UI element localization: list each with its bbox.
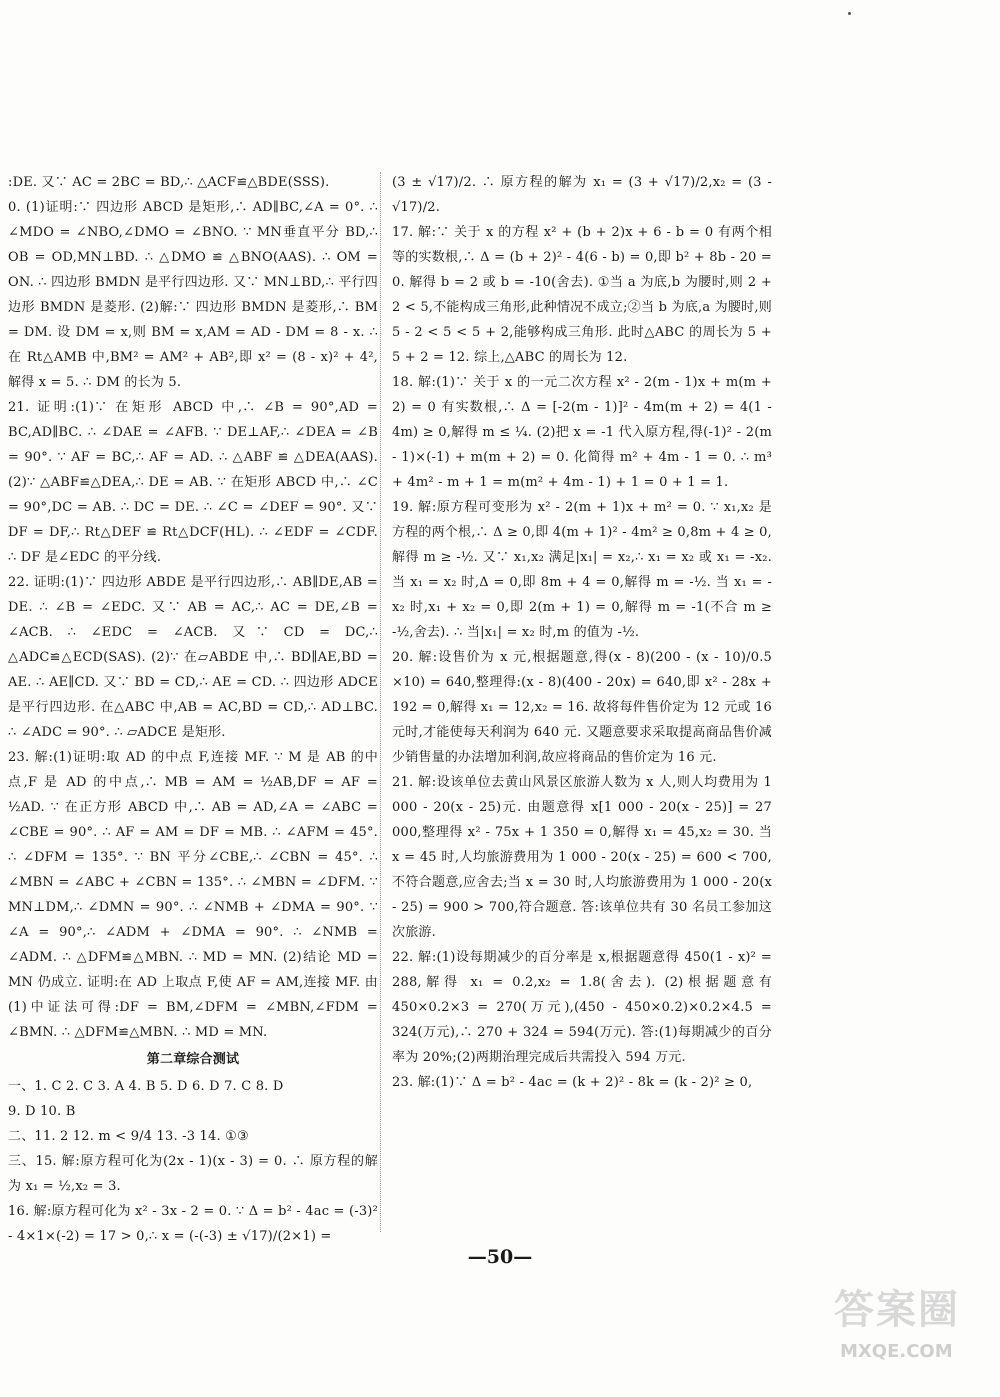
column-divider [380, 172, 381, 1232]
left-paragraph: :DE. 又∵ AC = 2BC = BD,∴ △ACF≌△BDE(SSS). [8, 175, 330, 190]
page-number: —50— [467, 1246, 533, 1268]
right-paragraph: 20. 解:设售价为 x 元,根据题意,得(x - 8)(200 - (x - 10)/0.5 ×10) = 640,整理得:(x - 8)(400 - 20x) = 640,即 x² - 28x + 192 = 0,解得 x₁ = 12,x₂ = 16. 故将每件售价定为 12 元或 16 元时,才能使每天利润为 640 元. 又题意要求采取提高商品售价减少销售量的办法增加利润,故应将商品的售价定为 16 元. [392, 650, 772, 765]
answer-line: 二、11. 2 12. m < 9/4 13. -3 14. ①③ [8, 1129, 249, 1144]
left-paragraph: 21. 证明:(1)∵ 在矩形 ABCD 中,∴ ∠B = 90°,AD = BC,AD∥BC. ∴ ∠DAE = ∠AFB. ∵ DE⊥AF,∴ ∠DEA = ∠B = 90°. ∵ AF = BC,∴ AF = AD. ∴ △ABF ≌ △DEA(AAS). (2)∵ △ABF≌△DEA,∴ DE = AB. ∵ 在矩形 ABCD 中,∴ ∠C = 90°,DC = AB. ∴ DC = DE. ∴ ∠C = ∠DEF = 90°. 又∵ DF = DF,∴ Rt△DEF ≌ Rt△DCF(HL). ∴ ∠EDF = ∠CDF. ∴ DF 是∠EDC 的平分线. [8, 400, 378, 565]
right-paragraph: 22. 解:(1)设每期减少的百分率是 x,根据题意得 450(1 - x)² = 288,解得 x₁ = 0.2,x₂ = 1.8(舍去). (2)根据题意有 450×0.2×3 = 270(万元),(450 - 450×0.2)×0.2×4.5 = 324(万元),∴ 270 + 324 = 594(万元). 答:(1)每期减少的百分率为 20%;(2)两期治理完成后共需投入 594 万元. [392, 950, 772, 1065]
right-paragraph: 19. 解:原方程可变形为 x² - 2(m + 1)x + m² = 0. ∵ x₁,x₂ 是方程的两个根,∴ Δ ≥ 0,即 4(m + 1)² - 4m² ≥ 0,8m + 4 ≥ 0,解得 m ≥ -½. 又∵ x₁,x₂ 满足|x₁| = x₂,∴ x₁ = x₂ 或 x₁ = -x₂. 当 x₁ = x₂ 时,Δ = 0,即 8m + 4 = 0,解得 m = -½. 当 x₁ = -x₂ 时,x₁ + x₂ = 0,即 2(m + 1) = 0,解得 m = -1(不合 m ≥ -½,舍去). ∴ 当|x₁| = x₂ 时,m 的值为 -½. [392, 500, 772, 640]
answer-line: 9. D 10. B [8, 1104, 76, 1119]
right-paragraph: 18. 解:(1)∵ 关于 x 的一元二次方程 x² - 2(m - 1)x + m(m + 2) = 0 有实数根,∴ Δ = [-2(m - 1)]² - 4m(m + 2) = 4(1 - 4m) ≥ 0,解得 m ≤ ¼. (2)把 x = -1 代入原方程,得(-1)² - 2(m - 1)×(-1) + m(m + 2) = 0. 化简得 m² + 4m - 1 = 0. ∴ m³ + 4m² - m + 1 = m(m² + 4m - 1) + 1 = 0 + 1 = 1. [392, 375, 772, 490]
chapter-test-title: 第二章综合测试 [146, 1052, 240, 1067]
left-paragraph: 23. 解:(1)证明:取 AD 的中点 F,连接 MF. ∵ M 是 AB 的中点,F 是 AD 的中点,∴ MB = AM = ½AB,DF = AF = ½AD. ∵ 在正方形 ABCD 中,∴ AB = AD,∠A = ∠ABC = ∠CBE = 90°. ∴ AF = AM = DF = MB. ∴ ∠AFM = 45°. ∴ ∠DFM = 135°. ∵ BN 平分∠CBE,∴ ∠CBN = 45°. ∴ ∠MBN = ∠ABC + ∠CBN = 135°. ∴ ∠MBN = ∠DFM. ∵ MN⊥DM,∴ ∠DMN = 90°. ∴ ∠NMB + ∠DMA = 90°. ∵ ∠A = 90°,∴ ∠ADM + ∠DMA = 90°. ∴ ∠NMB = ∠ADM. ∴ △DFM≌△MBN. ∴ MD = MN. (2)结论 MD = MN 仍成立. 证明:在 AD 上取点 F,使 AF = AM,连接 MF. 由(1)中证法可得:DF = BM,∠DFM = ∠MBN,∠FDM = ∠BMN. ∴ △DFM≌△MBN. ∴ MD = MN. [8, 750, 378, 1040]
watermark-logo-text: 答案圈 [834, 1287, 960, 1333]
right-paragraph: 17. 解:∵ 关于 x 的方程 x² + (b + 2)x + 6 - b = 0 有两个相等的实数根,∴ Δ = (b + 2)² - 4(6 - b) = 0,即 b² + 8b - 20 = 0. 解得 b = 2 或 b = -10(舍去). ①当 a 为底,b 为腰时,则 2 + 2 < 5,不能构成三角形,此种情况不成立;②当 b 为底,a 为腰时,则 5 - 2 < 5 < 5 + 2,能够构成三角形. 此时△ABC 的周长为 5 + 5 + 2 = 12. 综上,△ABC 的周长为 12. [392, 225, 772, 365]
answer-line: 一、1. C 2. C 3. A 4. B 5. D 6. D 7. C 8. D [8, 1079, 284, 1094]
answer-line: 三、15. 解:原方程可化为(2x - 1)(x - 3) = 0. ∴ 原方程的解为 x₁ = ½,x₂ = 3. [8, 1154, 378, 1194]
left-column [8, 170, 378, 1249]
right-paragraph: 21. 解:设该单位去黄山风景区旅游人数为 x 人,则人均费用为 1 000 - 20(x - 25)元. 由题意得 x[1 000 - 20(x - 25)] = 27 000,整理得 x² - 75x + 1 350 = 0,解得 x₁ = 45,x₂ = 30. 当 x = 45 时,人均旅游费用为 1 000 - 20(x - 25) = 600 < 700,不符合题意,应舍去;当 x = 30 时,人均旅游费用为 1 000 - 20(x - 25) = 900 > 700,符合题意. 答:该单位共有 30 名员工参加这次旅游. [392, 775, 772, 940]
left-paragraph: 22. 证明:(1)∵ 四边形 ABDE 是平行四边形,∴ AB∥DE,AB = DE. ∴ ∠B = ∠EDC. 又∵ AB = AC,∴ AC = DE,∠B = ∠ACB. ∴ ∠EDC = ∠ACB. 又∵ CD = DC,∴ △ADC≌△ECD(SAS). (2)∵ 在▱ABDE 中,∴ BD∥AE,BD = AE. ∴ AE∥CD. 又∵ BD = CD,∴ AE = CD. ∴ 四边形 ADCE 是平行四边形. 在△ABC 中,AB = AC,BD = CD,∴ AD⊥BC. ∴ ∠ADC = 90°. ∴ ▱ADCE 是矩形. [8, 575, 378, 740]
right-paragraph: (3 ± √17)/2. ∴ 原方程的解为 x₁ = (3 + √17)/2,x₂ = (3 - √17)/2. [392, 175, 772, 215]
watermark-logo [832, 1278, 990, 1386]
watermark-url: MXQE.COM [840, 1341, 953, 1362]
right-column [392, 170, 772, 1095]
left-paragraph: 0. (1)证明:∵ 四边形 ABCD 是矩形,∴ AD∥BC,∠A = 0°. ∴ ∠MDO = ∠NBO,∠DMO = ∠BNO. ∵ MN垂直平分 BD,∴ OB = OD,MN⊥BD. ∴ △DMO ≌ △BNO(AAS). ∴ OM = ON. ∴ 四边形 BMDN 是平行四边形. 又∵ MN⊥BD,∴ 平行四边形 BMDN 是菱形. (2)解:∵ 四边形 BMDN 是菱形,∴ BM = DM. 设 DM = x,则 BM = x,AM = AD - DM = 8 - x. ∴ 在 Rt△AMB 中,BM² = AM² + AB²,即 x² = (8 - x)² + 4²,解得 x = 5. ∴ DM 的长为 5. [8, 200, 378, 390]
answer-line: 16. 解:原方程可化为 x² - 3x - 2 = 0. ∵ Δ = b² - 4ac = (-3)² - 4×1×(-2) = 17 > 0,∴ x = (-(-3) ± √17)/(2×1) = [8, 1204, 378, 1244]
right-paragraph: 23. 解:(1)∵ Δ = b² - 4ac = (k + 2)² - 8k = (k - 2)² ≥ 0, [392, 1075, 753, 1090]
scan-speck [848, 12, 851, 15]
